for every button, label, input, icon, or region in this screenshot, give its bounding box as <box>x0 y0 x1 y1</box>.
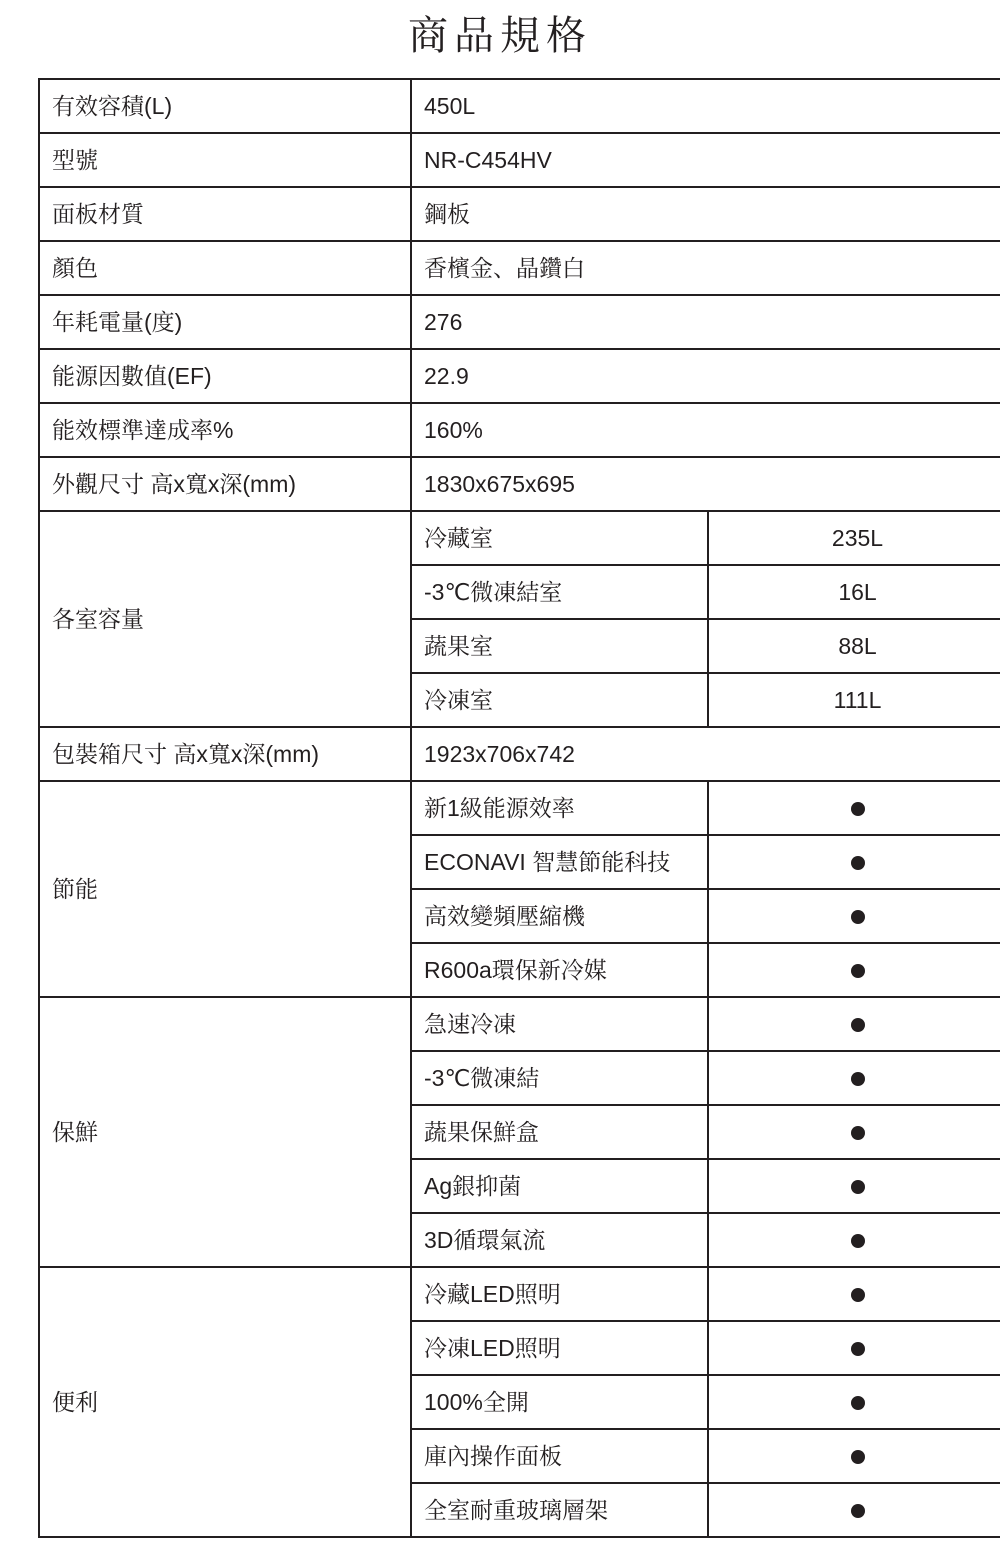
spec-label: 顏色 <box>39 241 411 295</box>
feature-item-name: ECONAVI 智慧節能科技 <box>411 835 708 889</box>
feature-item-mark <box>708 1429 1000 1483</box>
feature-item-mark <box>708 1159 1000 1213</box>
table-row <box>39 727 1000 781</box>
feature-item-name: R600a環保新冷媒 <box>411 943 708 997</box>
capacity-item-name: 蔬果室 <box>411 619 708 673</box>
spec-value: 450L <box>411 79 1000 133</box>
capacity-item-value: 88L <box>708 619 1000 673</box>
spec-label: 能效標準達成率% <box>39 403 411 457</box>
bullet-dot-icon <box>851 910 865 924</box>
feature-item-mark <box>708 1051 1000 1105</box>
feature-item-mark <box>708 1483 1000 1537</box>
table-row <box>39 187 1000 241</box>
capacity-group-label: 各室容量 <box>39 511 411 727</box>
feature-item-name: -3℃微凍結 <box>411 1051 708 1105</box>
feature-item-name: Ag銀抑菌 <box>411 1159 708 1213</box>
feature-item-mark <box>708 1105 1000 1159</box>
spec-value: 鋼板 <box>411 187 1000 241</box>
spec-value: 22.9 <box>411 349 1000 403</box>
bullet-dot-icon <box>851 1504 865 1518</box>
feature-item-name: 急速冷凍 <box>411 997 708 1051</box>
feature-group-label-freshness: 保鮮 <box>39 997 411 1267</box>
feature-item-mark <box>708 1213 1000 1267</box>
bullet-dot-icon <box>851 1450 865 1464</box>
bullet-dot-icon <box>851 1342 865 1356</box>
spec-value: 1923x706x742 <box>411 727 1000 781</box>
bullet-dot-icon <box>851 1234 865 1248</box>
feature-item-name: 冷藏LED照明 <box>411 1267 708 1321</box>
feature-item-mark <box>708 1321 1000 1375</box>
spec-label: 有效容積(L) <box>39 79 411 133</box>
bullet-dot-icon <box>851 802 865 816</box>
spec-label: 能源因數值(EF) <box>39 349 411 403</box>
feature-item-name: 100%全開 <box>411 1375 708 1429</box>
feature-item-name: 新1級能源效率 <box>411 781 708 835</box>
feature-item-name: 冷凍LED照明 <box>411 1321 708 1375</box>
table-row-feature <box>39 781 1000 835</box>
bullet-dot-icon <box>851 1018 865 1032</box>
feature-item-mark <box>708 997 1000 1051</box>
spec-value: 160% <box>411 403 1000 457</box>
feature-item-name: 3D循環氣流 <box>411 1213 708 1267</box>
spec-value: 香檳金、晶鑽白 <box>411 241 1000 295</box>
bullet-dot-icon <box>851 1072 865 1086</box>
feature-item-mark <box>708 943 1000 997</box>
table-row-capacity <box>39 511 1000 565</box>
table-row <box>39 295 1000 349</box>
table-row <box>39 241 1000 295</box>
table-row-feature <box>39 997 1000 1051</box>
feature-item-name: 高效變頻壓縮機 <box>411 889 708 943</box>
capacity-item-value: 111L <box>708 673 1000 727</box>
spec-label: 年耗電量(度) <box>39 295 411 349</box>
feature-item-name: 蔬果保鮮盒 <box>411 1105 708 1159</box>
feature-item-mark <box>708 835 1000 889</box>
table-row <box>39 403 1000 457</box>
feature-group-label-energy: 節能 <box>39 781 411 997</box>
table-row <box>39 349 1000 403</box>
spec-label: 型號 <box>39 133 411 187</box>
capacity-item-value: 235L <box>708 511 1000 565</box>
page-title: 商品規格 <box>408 14 592 58</box>
feature-item-mark <box>708 889 1000 943</box>
feature-item-mark <box>708 781 1000 835</box>
spec-label: 包裝箱尺寸 高x寬x深(mm) <box>39 727 411 781</box>
bullet-dot-icon <box>851 964 865 978</box>
bullet-dot-icon <box>851 1126 865 1140</box>
specification-table <box>38 78 1000 1538</box>
capacity-item-value: 16L <box>708 565 1000 619</box>
feature-item-mark <box>708 1267 1000 1321</box>
capacity-item-name: 冷凍室 <box>411 673 708 727</box>
spec-label: 面板材質 <box>39 187 411 241</box>
spec-value: 276 <box>411 295 1000 349</box>
feature-item-mark <box>708 1375 1000 1429</box>
feature-item-name: 庫內操作面板 <box>411 1429 708 1483</box>
table-row <box>39 79 1000 133</box>
bullet-dot-icon <box>851 1396 865 1410</box>
bullet-dot-icon <box>851 856 865 870</box>
feature-group-label-convenience: 便利 <box>39 1267 411 1537</box>
feature-item-name: 全室耐重玻璃層架 <box>411 1483 708 1537</box>
capacity-item-name: 冷藏室 <box>411 511 708 565</box>
spec-value: NR-C454HV <box>411 133 1000 187</box>
table-row-feature <box>39 1267 1000 1321</box>
capacity-item-name: -3℃微凍結室 <box>411 565 708 619</box>
bullet-dot-icon <box>851 1180 865 1194</box>
table-row <box>39 133 1000 187</box>
spec-value: 1830x675x695 <box>411 457 1000 511</box>
table-row <box>39 457 1000 511</box>
bullet-dot-icon <box>851 1288 865 1302</box>
spec-label: 外觀尺寸 高x寬x深(mm) <box>39 457 411 511</box>
